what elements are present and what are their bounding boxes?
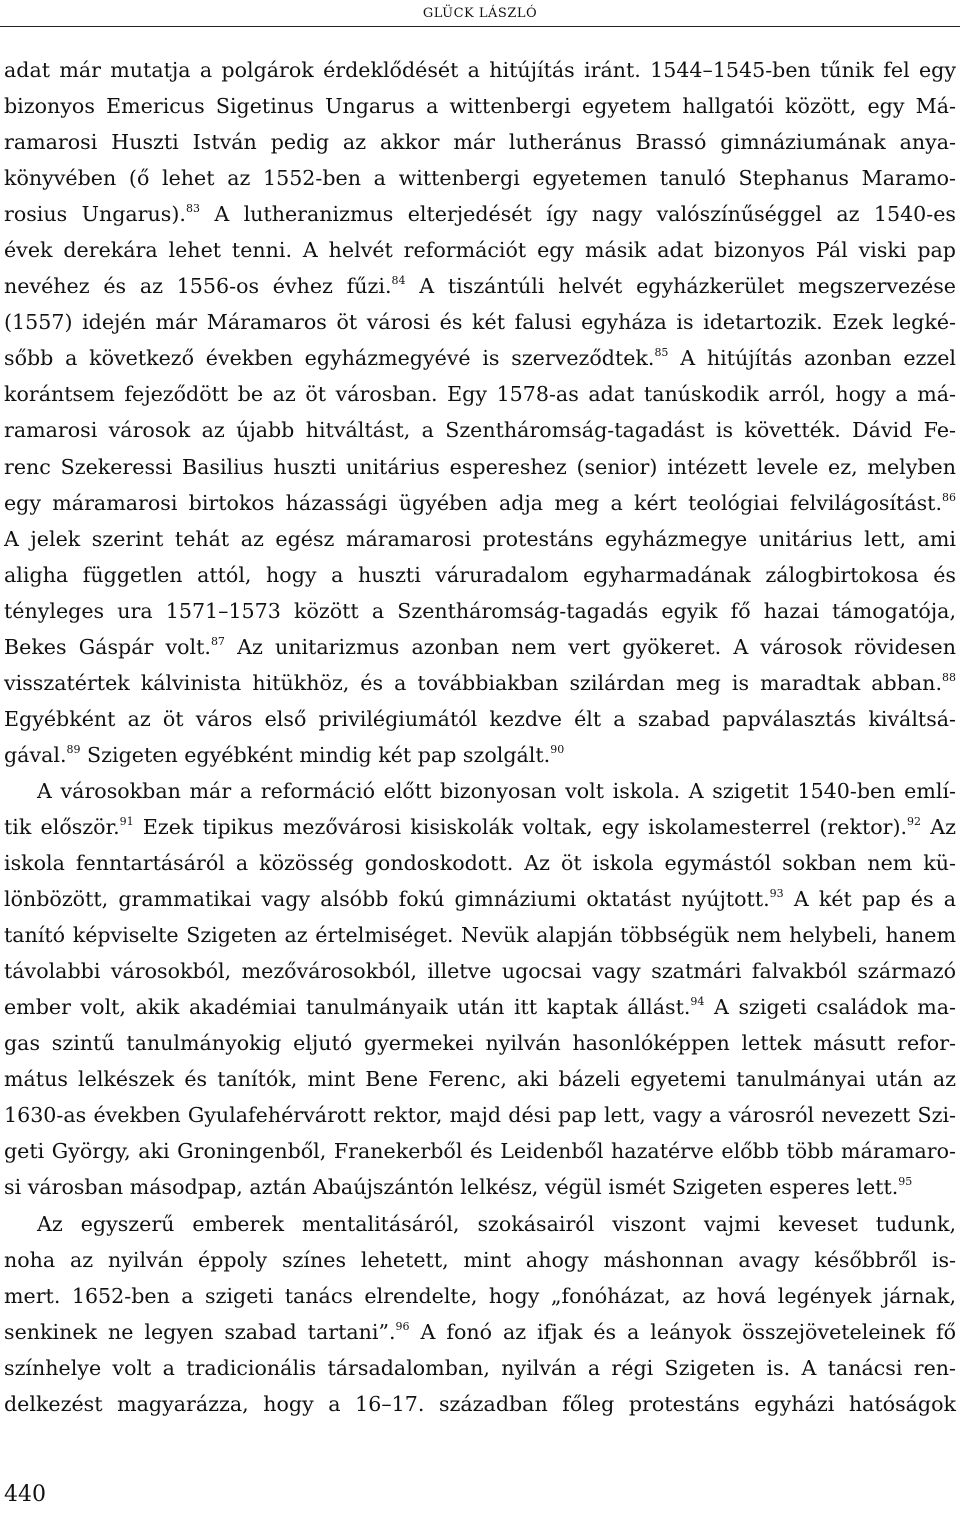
- text-line-content: [4, 130, 956, 154]
- text-segment: A fonó az ifjak és a leányok összejöveteleinek fő: [409, 1319, 956, 1344]
- text-segment: si városban másodpap, aztán Abaújszántón lelkész, végül ismét Szigeten esperes lett.: [4, 1175, 899, 1200]
- text-segment: aligha független attól, hogy a huszti váruradalom egyharmadának zálogbirtokosa és: [4, 562, 956, 587]
- text-segment: rosius Ungarus).: [4, 202, 186, 227]
- text-line: [4, 665, 956, 701]
- text-line: [4, 737, 956, 773]
- text-segment: delkezést magyarázza, hogy a 16–17. században főleg protestáns egyházi hatóságok: [4, 1391, 956, 1416]
- text-segment: Szigeten egyébként mindig két pap szolgált.: [80, 742, 551, 767]
- text-segment: tényleges ura 1571–1573 között a Szentháromság-tagadás egyik fő hazai támogatója,: [4, 598, 956, 623]
- text-segment: ramarosi Huszti István pedig az akkor már lutheránus Brassó gimnáziumának anya-: [4, 130, 956, 155]
- text-line-content: [4, 1248, 956, 1272]
- footnote-ref: 83: [185, 202, 200, 216]
- text-line-content: [4, 1067, 956, 1091]
- text-line-content: [4, 959, 956, 983]
- text-line: [4, 1386, 956, 1422]
- text-line-content: [4, 58, 956, 82]
- text-line: [4, 88, 956, 124]
- text-line-content: [4, 815, 956, 839]
- text-line-content: [4, 635, 956, 659]
- text-segment: geti György, aki Groningenből, Franekerből és Leidenből hazatérve előbb több máramaro-: [4, 1139, 956, 1164]
- text-segment: korántsem fejeződött be az öt városban. Egy 1578-as adat tanúskodik arról, hogy a má-: [4, 382, 956, 407]
- text-line: [4, 989, 956, 1025]
- text-segment: sőbb a következő években egyházmegyévé is szerveződtek.: [4, 346, 655, 371]
- text-line-content: [4, 455, 956, 479]
- footnote-ref: 87: [210, 634, 225, 648]
- text-line-content: [4, 851, 956, 875]
- text-segment: adat már mutatja a polgárok érdeklődését a hitújítás iránt. 1544–1545-ben tűnik fel egy: [4, 58, 956, 82]
- footnote-ref: 90: [550, 742, 565, 756]
- text-segment: gas szintű tanulmányokig eljutó gyermekei nyilván hasonlóképpen lettek másutt refor-: [4, 1031, 956, 1056]
- text-segment: ember volt, akik akadémiai tanulmányaik után itt kaptak állást.: [4, 995, 691, 1020]
- text-segment: évek derekára lehet tenni. A helvét reformációt egy másik adat bizonyos Pál viski pap: [4, 238, 956, 263]
- text-segment: noha az nyilván éppoly színes lehetett, mint ahogy máshonnan avagy későbbről is-: [4, 1247, 956, 1272]
- text-segment: A két pap és a: [783, 887, 956, 912]
- text-line-content: [4, 238, 956, 262]
- text-line: [4, 160, 956, 196]
- text-line: [4, 124, 956, 160]
- text-segment: A szigeti családok ma-: [704, 995, 956, 1020]
- text-line-content: [37, 1212, 956, 1236]
- text-line-content: [4, 274, 956, 298]
- text-line: [4, 1206, 956, 1242]
- text-segment: (1557) idején már Máramaros öt városi és két falusi egyháza is idetartozik. Ezek legké-: [4, 310, 956, 335]
- running-header: GLÜCK LÁSZLÓ: [422, 6, 538, 21]
- footnote-ref: 91: [119, 814, 134, 828]
- text-line-content: [4, 923, 956, 947]
- text-segment: Az: [921, 814, 956, 839]
- text-line-content: [4, 166, 956, 190]
- page-number: 440: [4, 1482, 46, 1507]
- text-line-content: [4, 527, 956, 551]
- text-line: [4, 845, 956, 881]
- text-segment: visszatértek kálvinista hitükhöz, és a továbbiakban szilárdan meg is maradtak abban.: [4, 670, 942, 695]
- text-segment: ramarosi városok az újabb hitváltást, a Szentháromság-tagadást is követték. Dávid Fe-: [4, 418, 956, 443]
- text-line: [4, 1169, 956, 1205]
- text-line-content: [4, 1103, 956, 1127]
- body-text: [4, 52, 956, 1422]
- footnote-ref: 96: [395, 1319, 410, 1333]
- text-segment: A jelek szerint tehát az egész máramarosi protestáns egyházmegye unitárius lett, ami: [4, 526, 956, 551]
- text-line-content: [4, 491, 956, 515]
- footnote-ref: 92: [907, 814, 922, 828]
- text-line: [4, 1242, 956, 1278]
- text-line: [4, 629, 956, 665]
- text-line: [4, 1133, 956, 1169]
- text-line-content: [4, 563, 956, 587]
- footnote-ref: 85: [654, 346, 669, 360]
- footnote-ref: 89: [66, 742, 81, 756]
- text-segment: tik először.: [4, 814, 120, 839]
- text-segment: bizonyos Emericus Sigetinus Ungarus a wittenbergi egyetem hallgatói között, egy Má-: [4, 94, 956, 119]
- text-segment: Az unitarizmus azonban nem vert gyökeret. A városok rövidesen: [224, 634, 956, 659]
- text-line: [4, 196, 956, 232]
- text-segment: távolabbi városokból, mezővárosokból, illetve ugocsai vagy szatmári falvakból származó: [4, 959, 956, 984]
- text-line: [4, 52, 956, 88]
- text-segment: Az egyszerű emberek mentalitásáról, szokásairól viszont vajmi keveset tudunk,: [37, 1211, 956, 1236]
- text-segment: A tiszántúli helvét egyházkerület megszervezése: [405, 274, 956, 299]
- footnote-ref: 86: [942, 490, 956, 504]
- footnote-ref: 93: [769, 887, 784, 901]
- text-segment: 1630-as években Gyulafehérvárott rektor, majd dési pap lett, vagy a városról nevezett Szi-: [4, 1103, 956, 1128]
- text-segment: mátus lelkészek és tanítók, mint Bene Ferenc, aki bázeli egyetemi tanulmányai után az: [4, 1067, 956, 1092]
- text-segment: nevéhez és az 1556-os évhez fűzi.: [4, 274, 392, 299]
- text-segment: A városokban már a reformáció előtt bizonyosan volt iskola. A szigetit 1540-ben emlí-: [37, 778, 956, 803]
- text-segment: mert. 1652-ben a szigeti tanács elrendelte, hogy „fonóházat, az hová legények járnak,: [4, 1283, 956, 1308]
- text-line: [4, 485, 956, 521]
- text-line: [4, 521, 956, 557]
- footnote-ref: 88: [942, 670, 956, 684]
- text-line-content: [37, 779, 956, 803]
- text-segment: A lutheranizmus elterjedését így nagy valószínűséggel az 1540-es: [199, 202, 956, 227]
- text-line: [4, 773, 956, 809]
- text-line: [4, 412, 956, 448]
- text-segment: lönbözött, grammatikai vagy alsóbb fokú gimnáziumi oktatást nyújtott.: [4, 887, 770, 912]
- text-line-content: [4, 671, 956, 695]
- footnote-ref: 84: [391, 274, 406, 288]
- text-line-content: [4, 1320, 956, 1344]
- text-line: [4, 881, 956, 917]
- text-segment: könyvében (ő lehet az 1552-ben a wittenbergi egyetemen tanuló Stephanus Maramo-: [4, 166, 956, 191]
- text-line: [4, 1278, 956, 1314]
- text-line-content: [4, 1139, 956, 1163]
- text-line: [4, 701, 956, 737]
- text-segment: egy máramarosi birtokos házassági ügyében adja meg a kért teológiai felvilágosítást.: [4, 490, 942, 515]
- text-line: [4, 917, 956, 953]
- footnote-ref: 94: [690, 995, 705, 1009]
- text-segment: Bekes Gáspár volt.: [4, 634, 211, 659]
- text-line: [4, 557, 956, 593]
- header-rule: [0, 26, 960, 27]
- text-line: [4, 593, 956, 629]
- text-segment: senkinek ne legyen szabad tartani”.: [4, 1319, 396, 1344]
- text-line: [4, 1025, 956, 1061]
- text-line-content: [4, 707, 956, 731]
- text-line: [4, 376, 956, 412]
- text-segment: iskola fenntartásáról a közösség gondoskodott. Az öt iskola egymástól sokban nem kü-: [4, 851, 956, 876]
- text-line: [4, 449, 956, 485]
- text-line-content: [4, 887, 956, 911]
- footnote-ref: 95: [898, 1175, 913, 1189]
- text-line-content: [4, 1284, 956, 1308]
- text-line: [4, 953, 956, 989]
- text-line-content: [4, 1031, 956, 1055]
- text-segment: tanító képviselte Szigeten az értelmiséget. Nevük alapján többségük nem helybeli, hanem: [4, 923, 956, 948]
- text-line-content: [4, 1175, 912, 1199]
- text-segment: színhelye volt a tradicionális társadalomban, nyilván a régi Szigeten is. A tanácsi ren-: [4, 1355, 956, 1380]
- text-line-content: [4, 202, 956, 226]
- text-segment: A hitújítás azonban ezzel: [668, 346, 956, 371]
- text-line: [4, 1314, 956, 1350]
- text-line-content: [4, 743, 564, 767]
- text-line-content: [4, 310, 956, 334]
- text-segment: gával.: [4, 742, 67, 767]
- text-line-content: [4, 1392, 956, 1416]
- text-line: [4, 1061, 956, 1097]
- text-line-content: [4, 995, 956, 1019]
- text-line: [4, 340, 956, 376]
- text-segment: renc Szekeressi Basilius huszti unitárius espereshez (senior) intézett levele ez, melyben: [4, 454, 956, 479]
- text-line: [4, 809, 956, 845]
- text-line: [4, 268, 956, 304]
- text-line: [4, 232, 956, 268]
- text-segment: Egyébként az öt város első privilégiumától kezdve élt a szabad papválasztás kiváltsá-: [4, 706, 956, 731]
- text-line-content: [4, 1356, 956, 1380]
- text-line: [4, 1350, 956, 1386]
- text-line-content: [4, 94, 956, 118]
- text-line-content: [4, 599, 956, 623]
- text-line: [4, 1097, 956, 1133]
- text-line: [4, 304, 956, 340]
- text-line-content: [4, 346, 956, 370]
- text-line-content: [4, 382, 956, 406]
- text-line-content: [4, 418, 956, 442]
- text-segment: Ezek tipikus mezővárosi kisiskolák voltak, egy iskolamesterrel (rektor).: [133, 814, 908, 839]
